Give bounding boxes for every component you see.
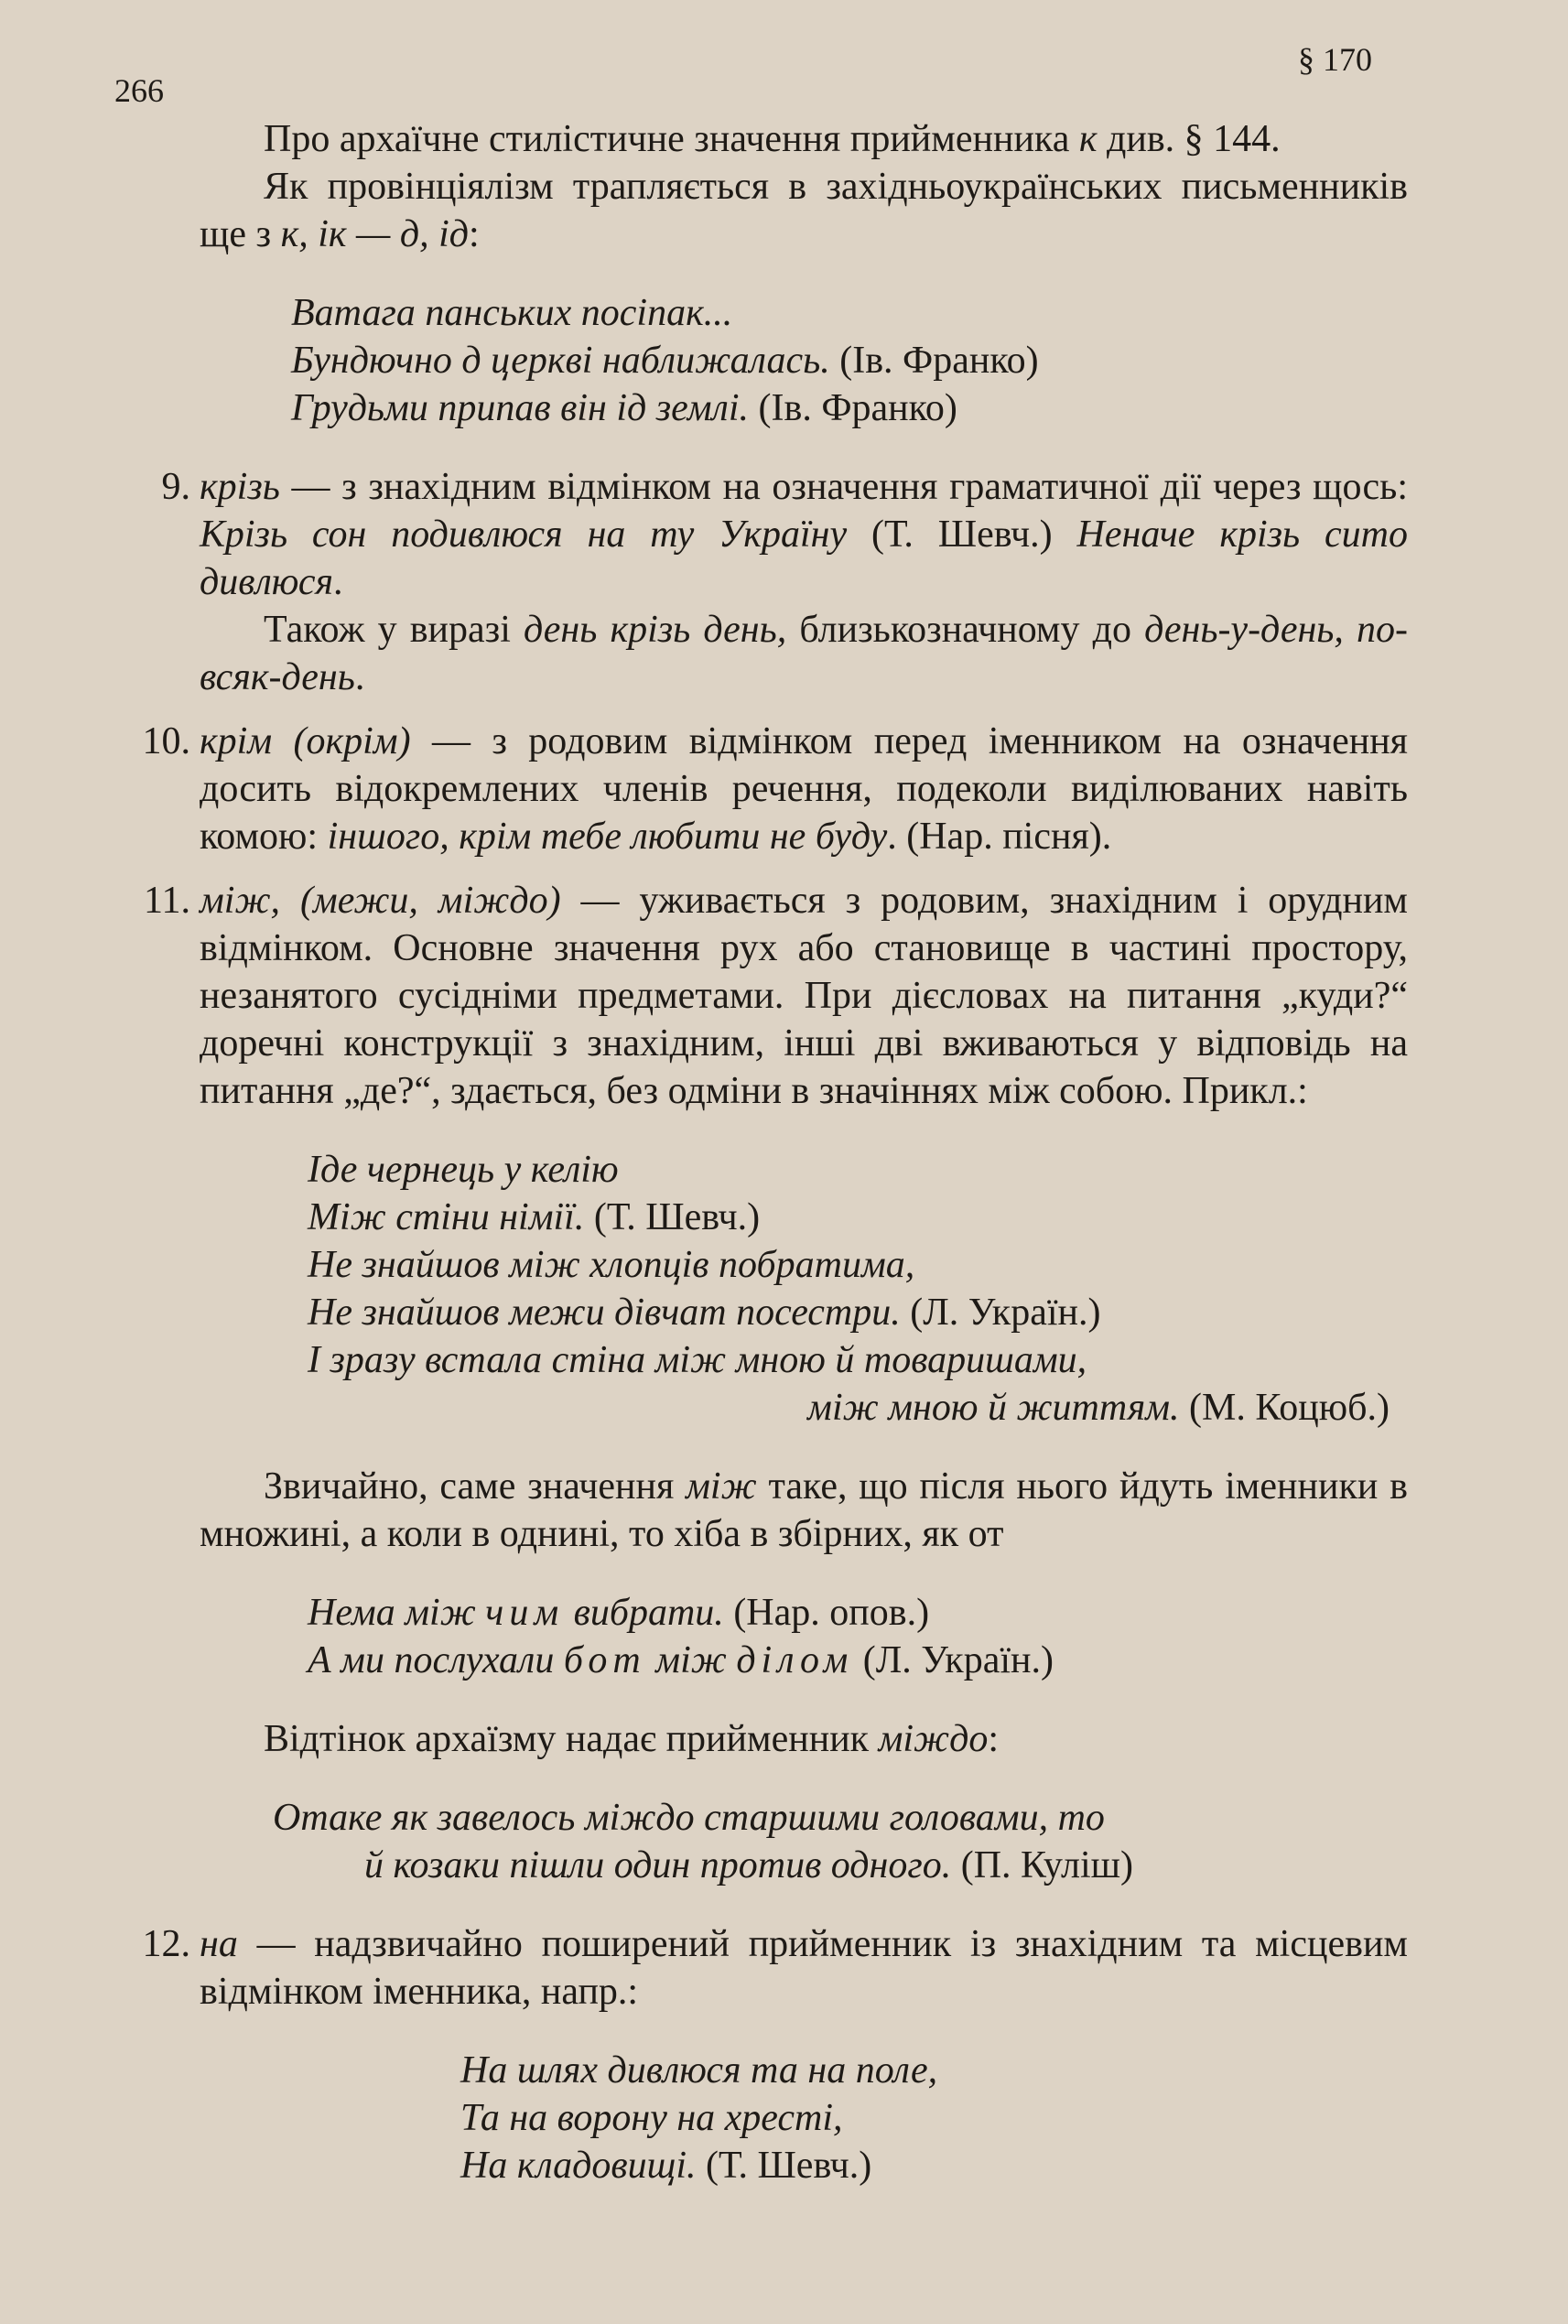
text-i10-src: . (Нар. пісня). bbox=[887, 816, 1112, 858]
text-i11-v2-l2b: між bbox=[645, 1639, 737, 1681]
verse-line bbox=[308, 1589, 1408, 1637]
text-i11-v-l2: Між стіни німії. bbox=[308, 1196, 585, 1238]
text-i11-p3a: Відтінок архаїзму надає прийменник bbox=[264, 1718, 879, 1760]
paragraph bbox=[200, 1715, 1408, 1763]
text-v1-l2s: (Ів. Франко) bbox=[829, 340, 1039, 382]
text-p1-k: к bbox=[1078, 118, 1098, 160]
verse-line bbox=[308, 1289, 1408, 1336]
verse-line bbox=[460, 2094, 1408, 2142]
text-i9-p2c: день-у-день, по-всяк-день bbox=[200, 609, 1408, 698]
paragraph bbox=[200, 606, 1408, 701]
text-i12-num: 12. bbox=[142, 1923, 190, 1965]
text-i11-word: між, (межи, міждо) bbox=[200, 880, 561, 922]
verse-line bbox=[291, 384, 1408, 432]
text-i11-v2-l2a: А ми послухали bbox=[308, 1639, 564, 1681]
section-number: § 170 bbox=[1298, 41, 1372, 78]
paragraph-provincialism bbox=[200, 163, 1408, 258]
text-i11-v-l1: Іде чернець у келію bbox=[308, 1149, 619, 1191]
text-i11-v2-l2sp2: ділом bbox=[736, 1639, 854, 1681]
text-i11-v3-l2: й козаки пішли один против одного. bbox=[364, 1844, 952, 1886]
text-i11-p2a: Звичайно, саме значення bbox=[264, 1465, 687, 1508]
text-i11-v2-l1sp: чим bbox=[485, 1592, 565, 1634]
text-i11-v2-l2s: (Л. Україн.) bbox=[853, 1639, 1054, 1681]
verse-line bbox=[308, 1146, 1408, 1194]
text-p1-b: див. § 144. bbox=[1097, 118, 1281, 160]
verse-kulish bbox=[273, 1794, 1408, 1889]
text-i11-v-l5: І зразу встала стіна між мною й товаришами, bbox=[308, 1339, 1087, 1381]
verse-shevchenko bbox=[460, 2047, 1408, 2189]
text-v1-l3: Грудьми припав він ід землі. bbox=[291, 387, 750, 429]
text-i9-ex2: Неначе крізь сито дивлюся bbox=[200, 513, 1408, 603]
text-i11-v2-l1s: (Нар. опов.) bbox=[723, 1592, 930, 1634]
text-i9-ex1: Крізь сон подивлюся на ту Україну bbox=[200, 513, 848, 556]
text-i11-v2-l2sp1: бот bbox=[563, 1639, 646, 1681]
text-p1-a: Про архаїчне стилістичне значення прийменника bbox=[264, 118, 1079, 160]
item-mizh bbox=[144, 877, 1409, 1889]
text-i12-word: на bbox=[200, 1923, 238, 1965]
text-i9-a: — з знахідним відмінком на означення граматичної дії через щось: bbox=[279, 466, 1408, 508]
verse-mizh bbox=[308, 1146, 1408, 1432]
text-i11-v-l6: між мною й життям. bbox=[807, 1387, 1180, 1429]
text-i9-p2ex: день крізь день, bbox=[524, 609, 787, 651]
paragraph bbox=[200, 718, 1408, 860]
text-i12-a: — надзвичайно поширений прийменник із знахідним та місцевим відмінком іменника, напр.: bbox=[200, 1923, 1408, 2013]
item-na bbox=[142, 1920, 1408, 2189]
verse-line bbox=[291, 337, 1408, 384]
text-i10-a: — з родовим відмінком перед іменником на означення досить відокремлених членів речення, подеколи виділюваних навіть комою: bbox=[200, 720, 1408, 858]
verse-line bbox=[291, 289, 1408, 337]
text-v1-l3s: (Ів. Франко) bbox=[749, 387, 957, 429]
text-i10-num: 10. bbox=[142, 720, 190, 762]
verse-line bbox=[308, 1637, 1408, 1684]
text-i10-ex: іншого, крім тебе любити не буду bbox=[327, 816, 888, 858]
verse-line bbox=[308, 1241, 1408, 1289]
text-i11-v-l4s: (Л. Україн.) bbox=[900, 1292, 1101, 1334]
verse-line bbox=[308, 1194, 1408, 1241]
text-v1-l1: Ватага панських посіпак... bbox=[291, 292, 733, 334]
text-i12-v-l3: На кладовищі. bbox=[460, 2145, 697, 2187]
text-i11-p2w: між bbox=[686, 1465, 757, 1508]
verse-line bbox=[273, 1842, 1408, 1889]
text-i9-num: 9. bbox=[161, 466, 190, 508]
text-i11-p3w: міждо bbox=[878, 1718, 989, 1760]
text-i11-p3b: : bbox=[988, 1718, 1000, 1760]
verse-line bbox=[308, 1336, 1408, 1384]
text-i11-v3-l1: Отаке як завелось міждо старшими головами, то bbox=[273, 1797, 1105, 1839]
text-i11-v-l4: Не знайшов межи дівчат посестри. bbox=[308, 1292, 901, 1334]
text-i11-v-l6s: (М. Коцюб.) bbox=[1179, 1387, 1390, 1429]
verse-line bbox=[460, 2142, 1408, 2189]
paragraph bbox=[200, 877, 1408, 1115]
paragraph bbox=[200, 1920, 1408, 2016]
text-i11-a: — уживається з родовим, знахідним і орудним відмінком. Основне значення рух або становище в частині простору, незанятого сусідніми предметами. При дієсловах на питання „куди?“ доречні конструкції з знахідним, інші дві вживаються у відповідь на питання „де?“, здається, без одміни в значіннях між собою. Прикл.: bbox=[200, 880, 1409, 1112]
verse-line bbox=[273, 1794, 1408, 1842]
text-i9-p2a: Також у виразі bbox=[264, 609, 524, 651]
paragraph-archaic bbox=[200, 115, 1408, 163]
item-kriz bbox=[161, 463, 1408, 701]
text-i11-v2-l1b: вибрати. bbox=[564, 1592, 724, 1634]
verse-franko bbox=[291, 289, 1408, 432]
paragraph bbox=[200, 463, 1408, 606]
text-i11-v3-l2s: (П. Куліш) bbox=[951, 1844, 1134, 1886]
paragraph bbox=[200, 1463, 1408, 1558]
text-i11-p2b: таке, що після нього йдуть іменники в множині, а коли в однині, то хіба в збірних, як от bbox=[200, 1465, 1408, 1555]
verse-line bbox=[460, 2047, 1408, 2094]
item-krim bbox=[142, 718, 1408, 860]
text-i9-src1: (Т. Шевч.) bbox=[847, 513, 1077, 556]
text-i9-p2d: . bbox=[354, 656, 365, 698]
page-number: 266 bbox=[114, 72, 164, 109]
page-body bbox=[142, 115, 1409, 2221]
text-p2-b: : bbox=[469, 213, 480, 255]
verse-line bbox=[308, 1384, 1408, 1432]
text-i9-b: . bbox=[333, 561, 343, 603]
text-i9-word: крізь bbox=[200, 466, 280, 508]
text-i12-v-l1: На шлях дивлюся та на поле, bbox=[460, 2049, 938, 2092]
text-i10-word: крім (окрім) bbox=[200, 720, 411, 762]
text-i11-v-l2s: (Т. Шевч.) bbox=[584, 1196, 761, 1238]
verse-mizh-collective bbox=[308, 1589, 1408, 1684]
text-v1-l2: Бундючно д церкві наближалась. bbox=[291, 340, 830, 382]
text-i11-v-l3: Не знайшов між хлопців побратима, bbox=[308, 1244, 915, 1286]
text-i11-num: 11. bbox=[144, 880, 190, 922]
text-p2-a: Як провінціялізм трапляється в західньоукраїнських письменників ще з bbox=[200, 166, 1408, 255]
text-i11-v2-l1a: Нема між bbox=[308, 1592, 486, 1634]
text-i9-p2b: близькозначному до bbox=[786, 609, 1145, 651]
text-i12-v-l2: Та на ворону на хресті, bbox=[460, 2097, 843, 2139]
text-i12-v-l3s: (Т. Шевч.) bbox=[696, 2145, 872, 2187]
text-p2-forms: к, ік — д, ід bbox=[280, 213, 470, 255]
